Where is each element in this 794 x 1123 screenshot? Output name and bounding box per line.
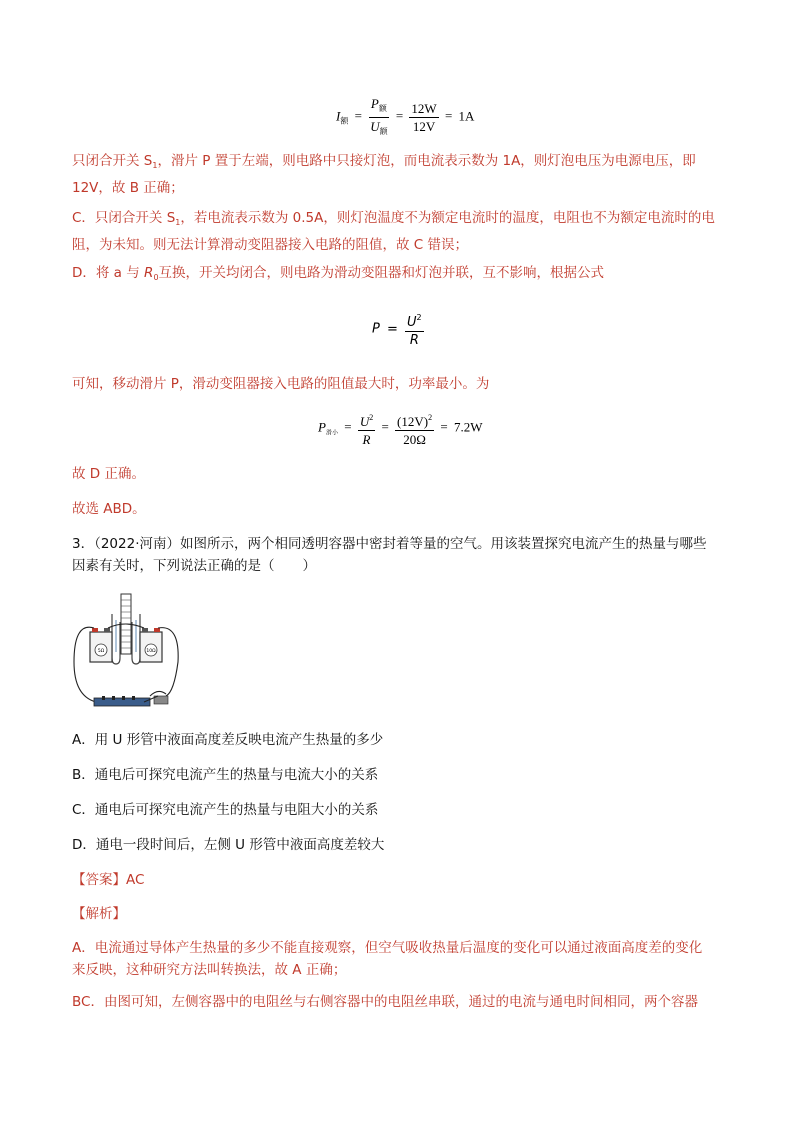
analysis-a: A．电流通过导体产生热量的多少不能直接观察，但空气吸收热量后温度的变化可以通过液面高度差的变化 来反映，这种研究方法叫转换法，故 A 正确； — [72, 940, 703, 978]
formula-fraction-values: $\frac{12W}{12V}$ — [411, 101, 437, 134]
left-container-icon — [90, 628, 112, 662]
formula-result: 1A — [458, 108, 475, 124]
formula-rated-current: $I_额$ = $\frac{P_额}{U_额}$ = $\frac{12W}{12V}$ = 1A — [336, 96, 474, 139]
explanation-min-power: 可知，移动滑片 P，滑动变阻器接入电路的阻值最大时，功率最小。为 — [72, 376, 490, 392]
final-selection: 故选 ABD。 — [72, 501, 146, 517]
conclusion-d-correct: 故 D 正确。 — [72, 466, 145, 482]
apparatus-figure — [70, 592, 182, 714]
formula-min-power: $P_{滑小}$ = $\frac{U^2}{R}$ = $\frac{(12V)^2}{20\Omega}$ = 7.2W — [318, 410, 482, 447]
option-c: C．通电后可探究电流产生的热量与电阻大小的关系 — [72, 802, 379, 818]
answer-label: 【答案】 — [72, 872, 126, 888]
power-supply-icon — [94, 696, 168, 706]
formula-lhs-sub: 额 — [340, 116, 349, 126]
left-resistor-label: 5Ω — [97, 649, 105, 654]
analysis-label: 【解析】 — [72, 906, 126, 922]
option-b: B．通电后可探究电流产生的热量与电流大小的关系 — [72, 767, 379, 783]
answer — [72, 869, 722, 891]
option-d: D．通电一段时间后，左侧 U 形管中液面高度差较大 — [72, 837, 385, 853]
formula-fraction-p-over-u: $\frac{P_额}{U_额}$ — [370, 96, 388, 136]
explanation-b: 只闭合开关 $S_1$，滑片 P 置于左端，则电路中只接灯泡，而电流表示数为 1A，则灯泡电压为电源电压，即 12V，故 B 正确； — [72, 153, 696, 196]
formula-power: P = $\frac{U^2}{R}$ — [372, 310, 424, 348]
explanation-c: C．只闭合开关 $S_1$，若电流表示数为 0.5A，则灯泡温度不为额定电流时的温度，电阻也不为额定电流时的电 阻，为未知。则无法计算滑动变阻器接入电路的阻值，故 C 错误； — [72, 210, 715, 253]
analysis-bc: BC．由图可知，左侧容器中的电阻丝与右侧容器中的电阻丝串联，通过的电流与通电时间相同，两个容器 — [72, 994, 698, 1010]
formula-lhs-var: I — [336, 108, 341, 124]
answer-value: AC — [126, 872, 145, 888]
right-resistor-label: 10Ω — [146, 649, 156, 654]
question-3: 3．（2022·河南）如图所示，两个相同透明容器中密封着等量的空气。用该装置探究电流产生的热量与哪些 因素有关时，下列说法正确的是（ ） — [72, 536, 707, 574]
explanation-d: D．将 a 与 $R_0$互换，开关均闭合，则电路为滑动变阻器和灯泡并联，互不影响，根据公式 — [72, 265, 605, 282]
right-container-icon — [140, 628, 162, 662]
option-a: A．用 U 形管中液面高度差反映电流产生热量的多少 — [72, 732, 384, 748]
